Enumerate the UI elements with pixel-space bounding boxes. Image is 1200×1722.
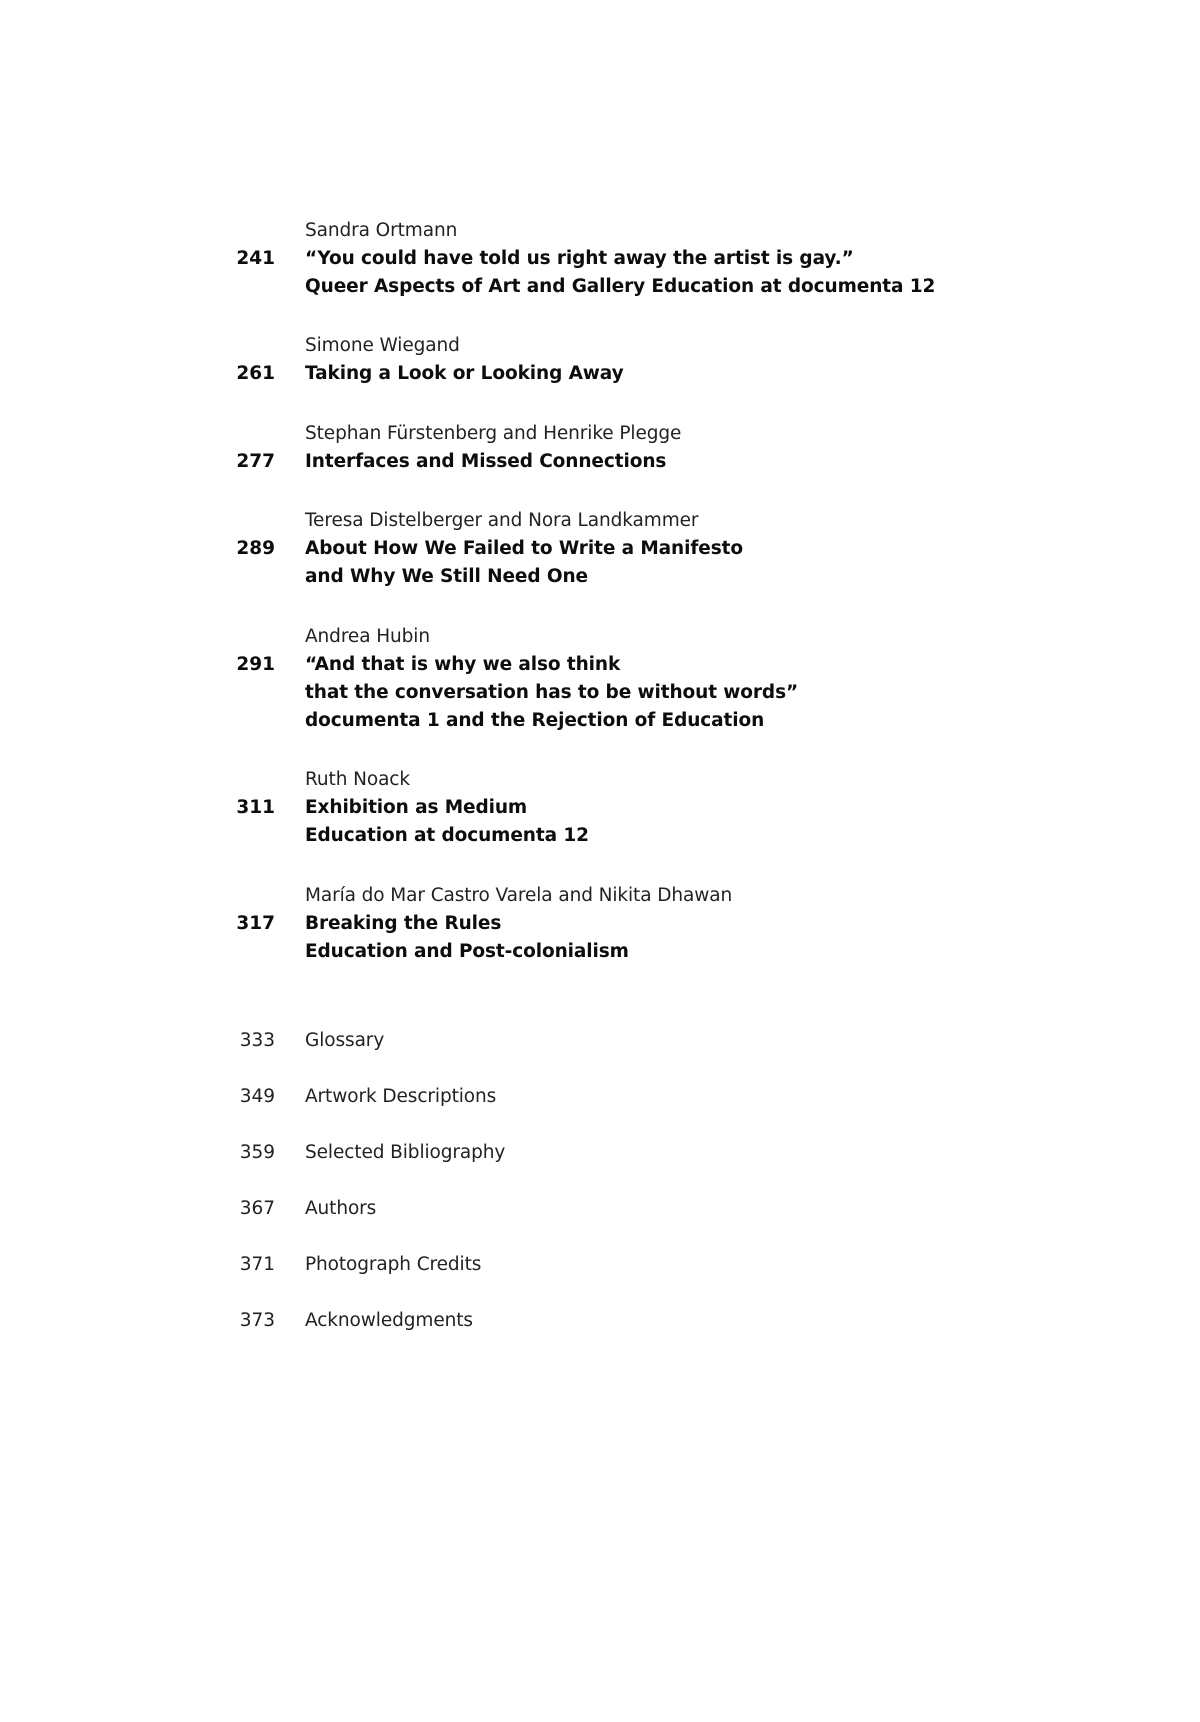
entry-title-line: Exhibition as Medium — [305, 797, 528, 818]
appendix-page-number: 349 — [239, 1086, 275, 1107]
entry-author: Stephan Fürstenberg and Henrike Plegge — [305, 423, 682, 444]
entry-title-line: About How We Failed to Write a Manifesto — [305, 538, 743, 559]
entry-author: Sandra Ortmann — [305, 220, 458, 241]
entry-title-line: and Why We Still Need One — [305, 566, 588, 587]
appendix-label: Photograph Credits — [305, 1254, 482, 1275]
entry-author: Andrea Hubin — [305, 626, 430, 647]
entry-page-number: 241 — [236, 248, 275, 269]
entry-title-line: that the conversation has to be without words” — [305, 682, 799, 703]
entry-page-number: 277 — [236, 451, 275, 472]
entry-title-line: “You could have told us right away the artist is gay.” — [305, 248, 854, 269]
appendix-label: Glossary — [305, 1030, 385, 1051]
entry-title-line: Taking a Look or Looking Away — [305, 363, 624, 384]
appendix-page-number: 333 — [239, 1030, 275, 1051]
entry-title-line: Interfaces and Missed Connections — [305, 451, 667, 472]
appendix-label: Artwork Descriptions — [305, 1086, 497, 1107]
entry-page-number: 261 — [236, 363, 275, 384]
entry-title-line: Breaking the Rules — [305, 913, 502, 934]
entry-author: Ruth Noack — [305, 769, 410, 790]
entry-title-line: Queer Aspects of Art and Gallery Education at documenta 12 — [305, 276, 936, 297]
entry-title-line: Education and Post-colonialism — [305, 941, 629, 962]
appendix-label: Authors — [305, 1198, 377, 1219]
appendix-page-number: 373 — [239, 1310, 275, 1331]
appendix-label: Acknowledgments — [305, 1310, 473, 1331]
appendix-page-number: 371 — [239, 1254, 275, 1275]
appendix-page-number: 367 — [239, 1198, 275, 1219]
entry-author: Simone Wiegand — [305, 335, 460, 356]
entry-title-line: documenta 1 and the Rejection of Education — [305, 710, 765, 731]
appendix-page-number: 359 — [239, 1142, 275, 1163]
entry-page-number: 311 — [236, 797, 275, 818]
appendix-label: Selected Bibliography — [305, 1142, 506, 1163]
entry-page-number: 289 — [236, 538, 275, 559]
entry-author: Teresa Distelberger and Nora Landkammer — [305, 510, 699, 531]
entry-title-line: Education at documenta 12 — [305, 825, 589, 846]
entry-title-line: “And that is why we also think — [305, 654, 621, 675]
entry-page-number: 291 — [236, 654, 275, 675]
entry-author: María do Mar Castro Varela and Nikita Dhawan — [305, 885, 733, 906]
entry-page-number: 317 — [236, 913, 275, 934]
